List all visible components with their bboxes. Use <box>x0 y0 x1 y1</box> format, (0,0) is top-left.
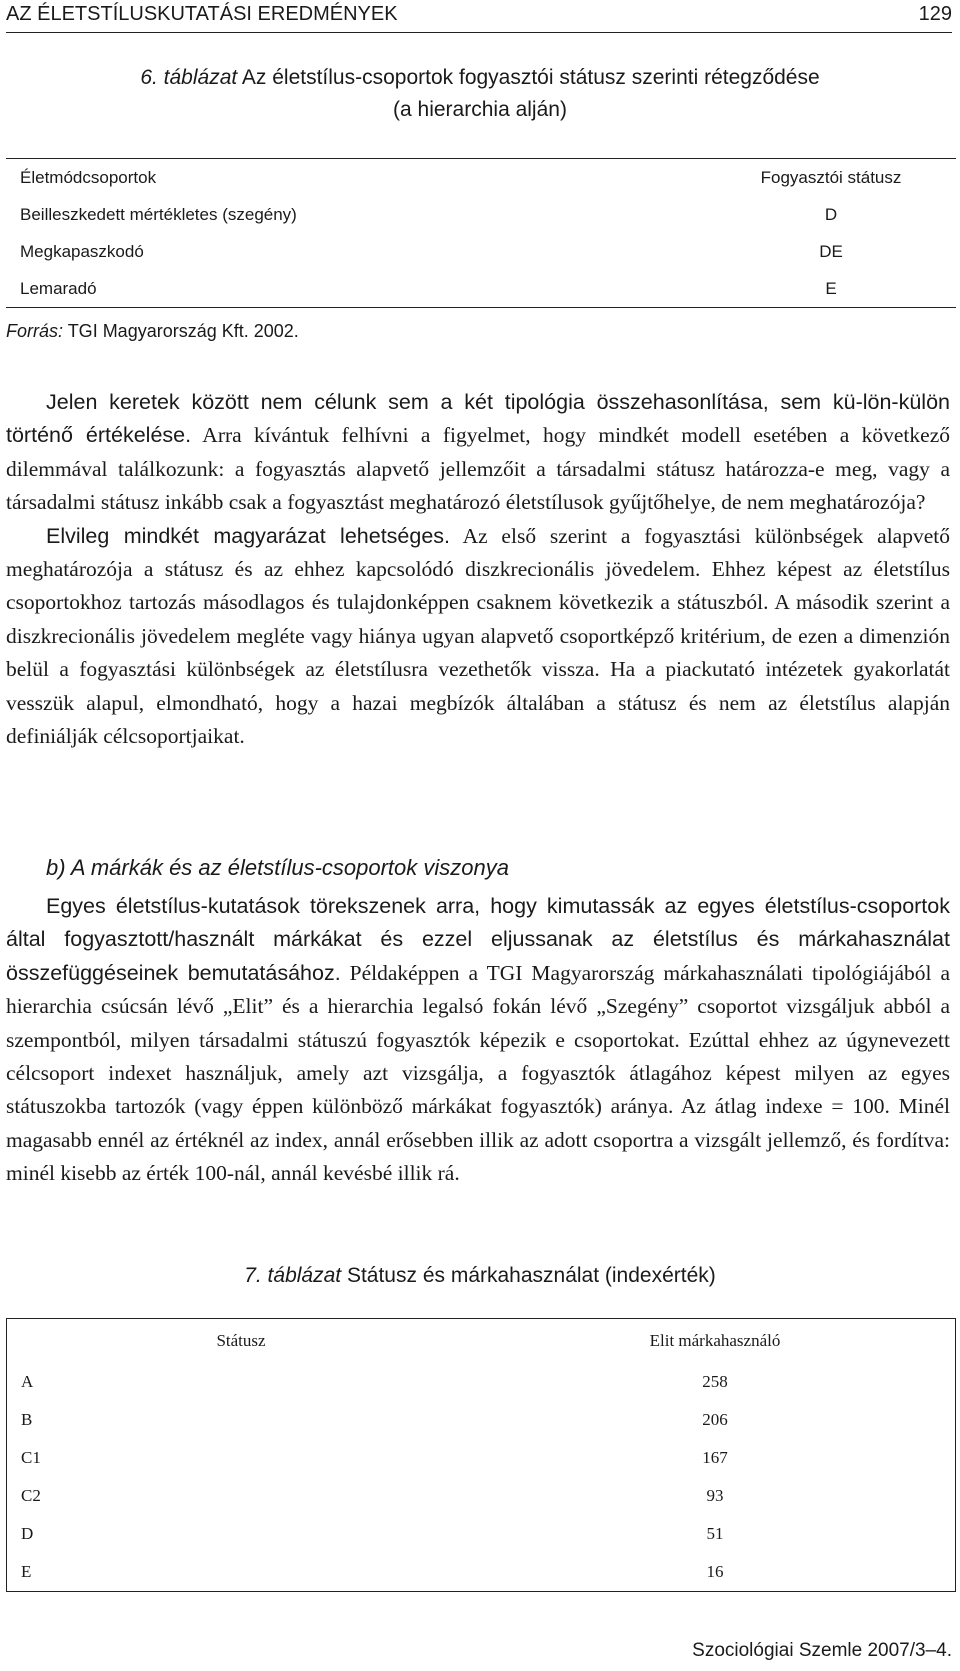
body-section-2 <box>6 890 950 1191</box>
table7-header-status: Státusz <box>216 1331 266 1350</box>
table6-caption-line1: Az életstílus-csoportok fogyasztói státusz szerinti rétegződése <box>237 66 820 89</box>
source-text: TGI Magyarország Kft. 2002. <box>63 321 299 341</box>
table6 <box>6 158 956 308</box>
table-row <box>7 1401 956 1439</box>
table7-cell-index: 258 <box>702 1372 728 1391</box>
paragraph-lead: Elvileg mindkét magyarázat lehetséges. <box>46 523 451 548</box>
paragraph <box>6 890 950 1191</box>
table6-cell-group: Megkapaszkodó <box>20 241 144 261</box>
running-header <box>6 0 952 33</box>
paragraph-rest: Arra kívántuk felhívni a figyelmet, hogy mindkét modell esetében a következő dilemmával találkozunk: a fogyasztás alapvető jellemzőit a társadalmi státusz határozza-e meg, vagy a társadalmi státusz inkább csak a fogyasztást meghatározó életstílusok gyűjtőhelye, de nem meghatározója? <box>6 423 950 515</box>
table-row <box>6 196 956 233</box>
paragraph <box>6 386 950 520</box>
table6-source <box>6 321 299 342</box>
table7-header-elit: Elit márkahasználó <box>649 1331 781 1350</box>
page-number: 129 <box>918 3 952 25</box>
table-row <box>7 1439 956 1477</box>
table6-cell-status: E <box>706 270 956 308</box>
table-row <box>6 233 956 270</box>
journal-footer: Szociológiai Szemle 2007/3–4. <box>692 1640 952 1661</box>
table7-cell-status: B <box>21 1410 33 1429</box>
paragraph-lead: Jelen keretek között nem célunk sem a két tipológia összehasonlítása, sem kü-lön-külön történő értékelése. <box>6 390 950 448</box>
table6-caption-label: 6. táblázat <box>140 66 238 89</box>
table6-header-status: Fogyasztói státusz <box>706 159 956 197</box>
table7-cell-status: E <box>21 1562 32 1581</box>
paragraph-lead: Egyes életstílus-kutatások törekszenek arra, hogy kimutassák az egyes életstílus-csoportok által fogyasztott/használt márkákat és ezzel eljussanak az életstílus és márkahasználat összefüggéseinek bemutatásához. <box>6 894 950 985</box>
table7-cell-index: 51 <box>706 1524 724 1543</box>
table6-cell-group: Lemaradó <box>6 270 706 308</box>
table6-caption-line2: (a hierarchia alján) <box>393 98 567 121</box>
table7-caption <box>0 1260 960 1291</box>
table-row <box>7 1477 956 1515</box>
table7-cell-index: 16 <box>706 1562 724 1581</box>
table6-caption <box>0 62 960 93</box>
table7-cell-index: 206 <box>702 1410 728 1429</box>
table-row <box>7 1363 956 1401</box>
table7-header-row <box>7 1319 956 1364</box>
table7-cell-index: 93 <box>706 1486 724 1505</box>
table7-cell-status: C1 <box>21 1448 41 1467</box>
table6-cell-status: DE <box>819 241 843 261</box>
table6-header-group: Életmódcsoportok <box>6 159 706 197</box>
running-title: AZ ÉLETSTÍLUSKUTATÁSI EREDMÉNYEK <box>6 3 398 25</box>
body-section-1 <box>6 386 950 753</box>
source-label: Forrás: <box>6 321 64 341</box>
table7-cell-status: A <box>21 1372 34 1391</box>
paragraph-rest: Példaképpen a TGI Magyarország márkahasználati tipológiájából a hierarchia csúcsán lévő „Elit” és a hierarchia legalsó fokán lévő „Szegény” csoportot vizsgáljuk abból a szempontból, milyen társadalmi státuszú fogyasztók képezik e csoportokat. Ezúttal ehhez az úgynevezett célcsoport indexet használjuk, amely azt vizsgálja, a fogyasztók átlagához képest milyen az egyes státuszokba tartozók (vagy éppen különböző márkákat fogyasztók) aránya. Az átlag indexe = 100. Minél magasabb ennél az értéknél az index, annál erősebben illik az adott csoportra a vizsgált jellemző, és fordítva: minél kisebb az érték 100-nál, annál kevésbé illik rá. <box>6 960 950 1186</box>
table-row <box>7 1515 956 1553</box>
table7-cell-index: 167 <box>702 1448 728 1467</box>
table-row <box>7 1553 956 1592</box>
paragraph-rest: Az első szerint a fogyasztási különbségek alapvető meghatározója a státusz és az ehhez kapcsolódó diszkrecionális jövedelem. Ehhez képest az életstílus csoportokhoz tartozás másodlagos és tulajdonképpen csaknem következik a státuszból. A második szerint a diszkrecionális jövedelem megléte vagy hiánya ugyan alapvető csoportképző kritérium, de ezen a dimenzión belül a fogyasztási különbségek az életstílusra vezethetők vissza. Ha a piackutató intézetek gyakorlatát vesszük alapul, elmondható, hogy a hazai megbízók általában a státusz és nem az életstílus alapján definiálják célcsoportjaikat. <box>6 523 950 749</box>
section-heading: b) A márkák és az életstílus-csoportok viszonya <box>46 855 509 880</box>
table7 <box>6 1318 956 1592</box>
paragraph <box>6 520 950 754</box>
table7-caption-label: 7. táblázat <box>244 1264 342 1287</box>
table7-cell-status: C2 <box>21 1486 41 1505</box>
table6-header-row <box>6 159 956 197</box>
table7-caption-text: Státusz és márkahasználat (indexérték) <box>341 1264 716 1287</box>
table-row <box>6 270 956 308</box>
table7-cell-status: D <box>21 1524 34 1543</box>
table6-cell-group: Beilleszkedett mértékletes (szegény) <box>20 204 297 224</box>
table6-cell-status: D <box>824 204 838 224</box>
